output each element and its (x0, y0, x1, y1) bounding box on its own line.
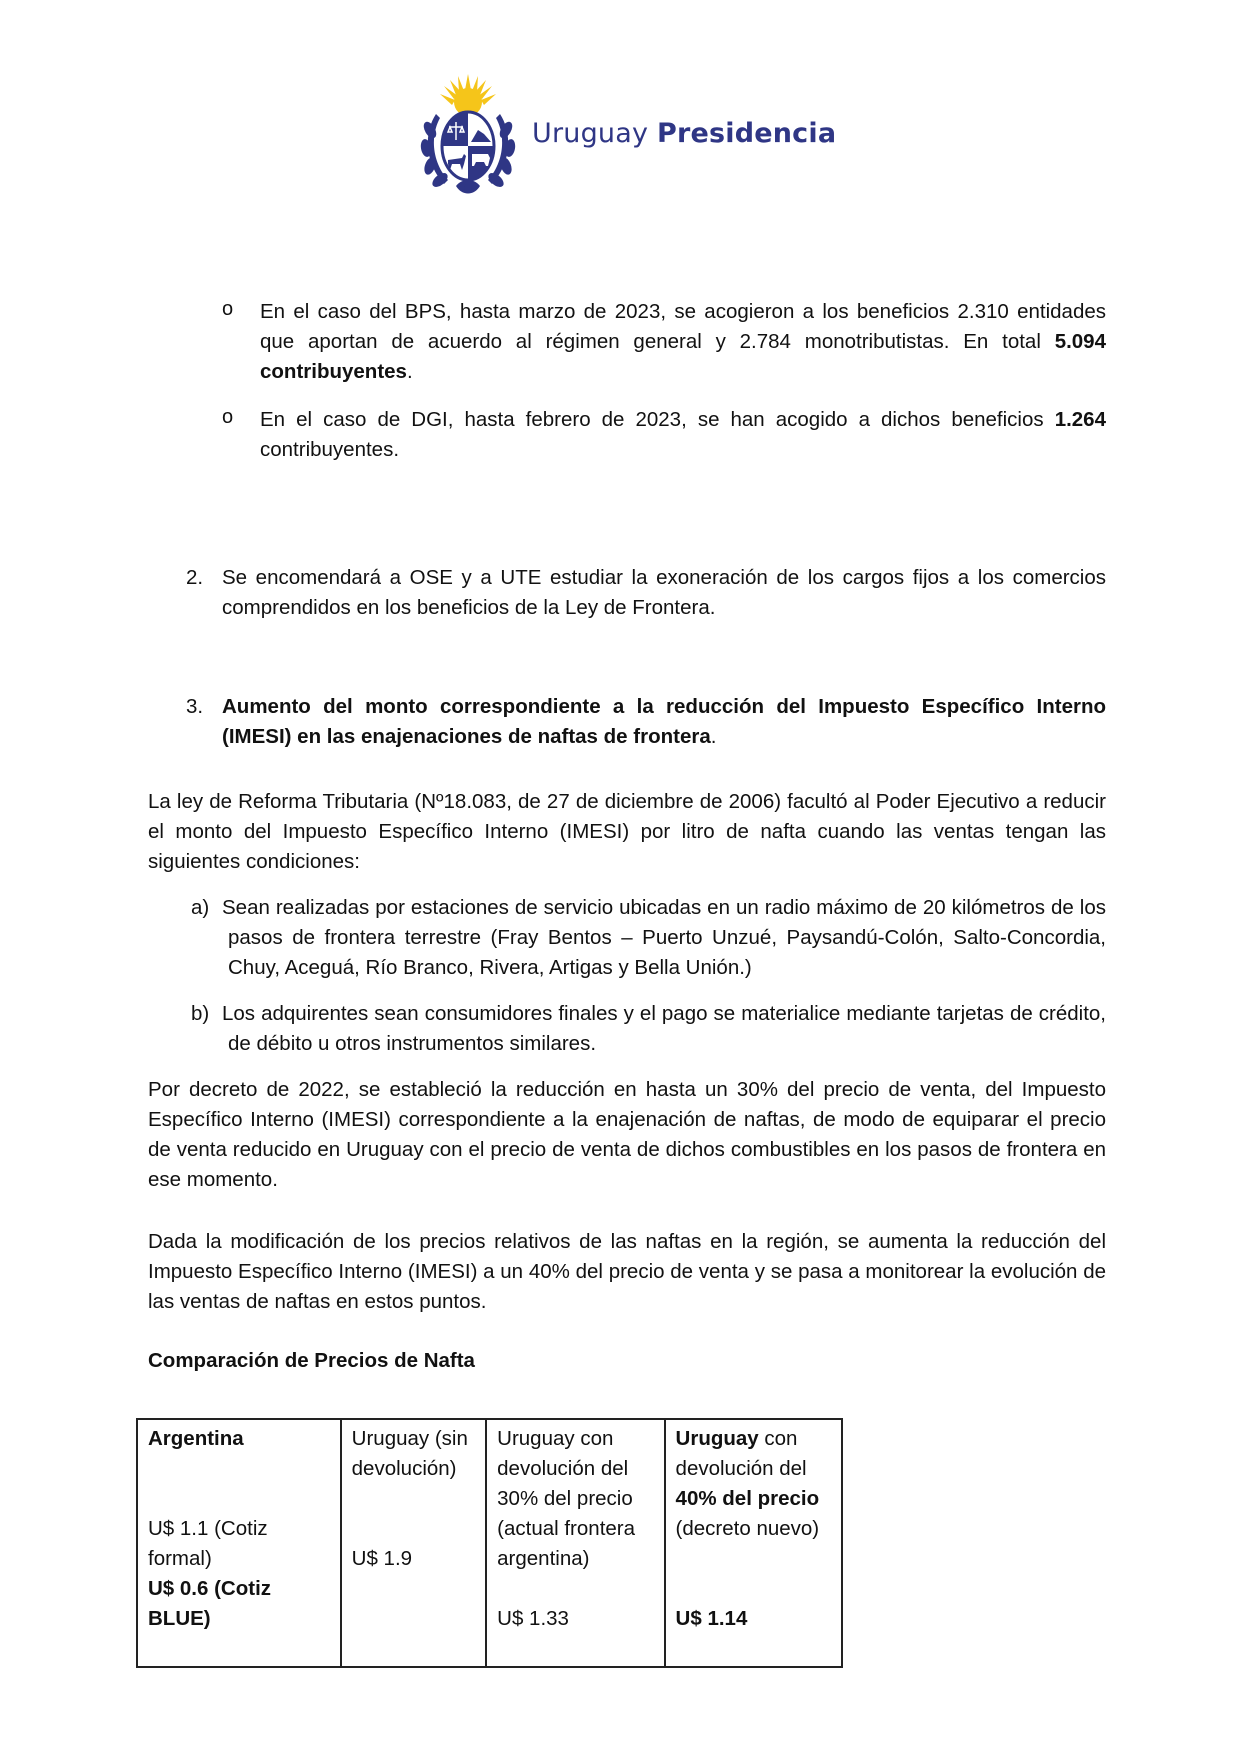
condition-b-marker: b) (191, 1002, 210, 1025)
item-2-text: Se encomendará a OSE y a UTE estudiar la exoneración de los cargos fijos a los comercios comprendidos en los beneficios de la Ley de Frontera. (222, 566, 1106, 619)
cell-uruguay-sin-devolucion (341, 1419, 486, 1667)
cell-uruguay-30 (486, 1419, 664, 1667)
header-uruguay-sin-devolucion: Uruguay (sin devolución) (351, 1427, 468, 1480)
paragraph-decreto: Por decreto de 2022, se estableció la reducción en hasta un 30% del precio de venta, del Impuesto Específico Interno (IMESI) correspondiente a la enajenación de naftas, de modo de equiparar el precio de venta reducido en Uruguay con el precio de venta de dichos combustibles en los pasos de frontera en ese momento. (148, 1078, 1106, 1191)
presidencia-logo (418, 72, 838, 202)
bullet-marker: o (222, 298, 234, 320)
header-uruguay-40-bold: Uruguay (675, 1427, 759, 1450)
bullet-dgi-end: contribuyentes. (260, 438, 400, 461)
table-title: Comparación de Precios de Nafta (148, 1349, 475, 1372)
cell-argentina (137, 1419, 341, 1667)
price-comparison-table (136, 1418, 843, 1668)
header-uruguay-40-pct: 40% del precio (675, 1487, 820, 1510)
bullet-bps-end: . (406, 360, 413, 383)
bullet-bps (260, 297, 1106, 387)
brand-bold: Presidencia (656, 118, 837, 149)
condition-a-marker: a) (191, 896, 210, 919)
cell-uruguay-40 (665, 1419, 842, 1667)
price-uruguay-30: U$ 1.33 (497, 1607, 569, 1630)
brand-light: Uruguay (532, 118, 649, 149)
item-2-number: 2. (186, 566, 204, 589)
price-argentina-blue: U$ 0.6 (Cotiz BLUE) (148, 1577, 272, 1630)
item-3-number: 3. (186, 695, 204, 718)
condition-a-body: Sean realizadas por estaciones de servicio ubicadas en un radio máximo de 20 kilómetros de los pasos de frontera terrestre (Fray Bentos – Puerto Unzué, Paysandú-Colón, Salto-Concordia, Chuy, Aceguá, Río Branco, Rivera, Artigas y Bella Unión.) (222, 896, 1106, 979)
paragraph-dada: Dada la modificación de los precios relativos de las naftas en la región, se aumenta la reducción del Impuesto Específico Interno (IMESI) a un 40% del precio de venta y se pasa a monitorear la evolución de las ventas de naftas en estos puntos. (148, 1230, 1106, 1313)
condition-b-body: Los adquirentes sean consumidores finales y el pago se materialice mediante tarjetas de crédito, de débito u otros instrumentos similares. (222, 1002, 1106, 1055)
price-argentina-formal: U$ 1.1 (Cotiz formal) (148, 1517, 268, 1570)
header-uruguay-30: Uruguay con devolución del 30% del precio (actual frontera argentina) (497, 1427, 636, 1570)
item-3-end: . (710, 725, 717, 748)
bullet-bps-text: En el caso del BPS, hasta marzo de 2023, se acogieron a los beneficios 2.310 entidades que aportan de acuerdo al régimen general y 2.784 monotributistas. En total (260, 300, 1106, 353)
brand-name (532, 118, 836, 149)
paragraph-ley: La ley de Reforma Tributaria (Nº18.083, de 27 de diciembre de 2006) facultó al Poder Ejecutivo a reducir el monto del Impuesto Específico Interno (IMESI) por litro de nafta cuando las ventas tengan las siguientes condiciones: (148, 790, 1106, 873)
condition-b-text (222, 999, 1106, 1059)
header-uruguay-40-note: (decreto nuevo) (675, 1517, 820, 1540)
bullet-dgi-text: En el caso de DGI, hasta febrero de 2023, se han acogido a dichos beneficios (260, 408, 1055, 431)
coat-of-arms-icon (418, 72, 518, 202)
header-argentina: Argentina (148, 1427, 244, 1450)
table-row (137, 1419, 842, 1667)
condition-a-text (222, 893, 1106, 983)
bullet-dgi (260, 405, 1106, 465)
price-uruguay-sin-devolucion: U$ 1.9 (351, 1547, 413, 1570)
bullet-dgi-count: 1.264 (1054, 408, 1106, 431)
header-uruguay-40-text: con devolución del (675, 1427, 807, 1480)
bullet-marker: o (222, 406, 234, 428)
item-3-text (222, 692, 1106, 752)
item-3-heading: Aumento del monto correspondiente a la reducción del Impuesto Específico Interno (IMESI) en las enajenaciones de naftas de frontera (222, 695, 1106, 748)
price-uruguay-40: U$ 1.14 (675, 1607, 748, 1630)
header-uruguay-40 (676, 1424, 831, 1544)
bullet-bps-total: 5.094 contribuyentes (260, 330, 1106, 383)
